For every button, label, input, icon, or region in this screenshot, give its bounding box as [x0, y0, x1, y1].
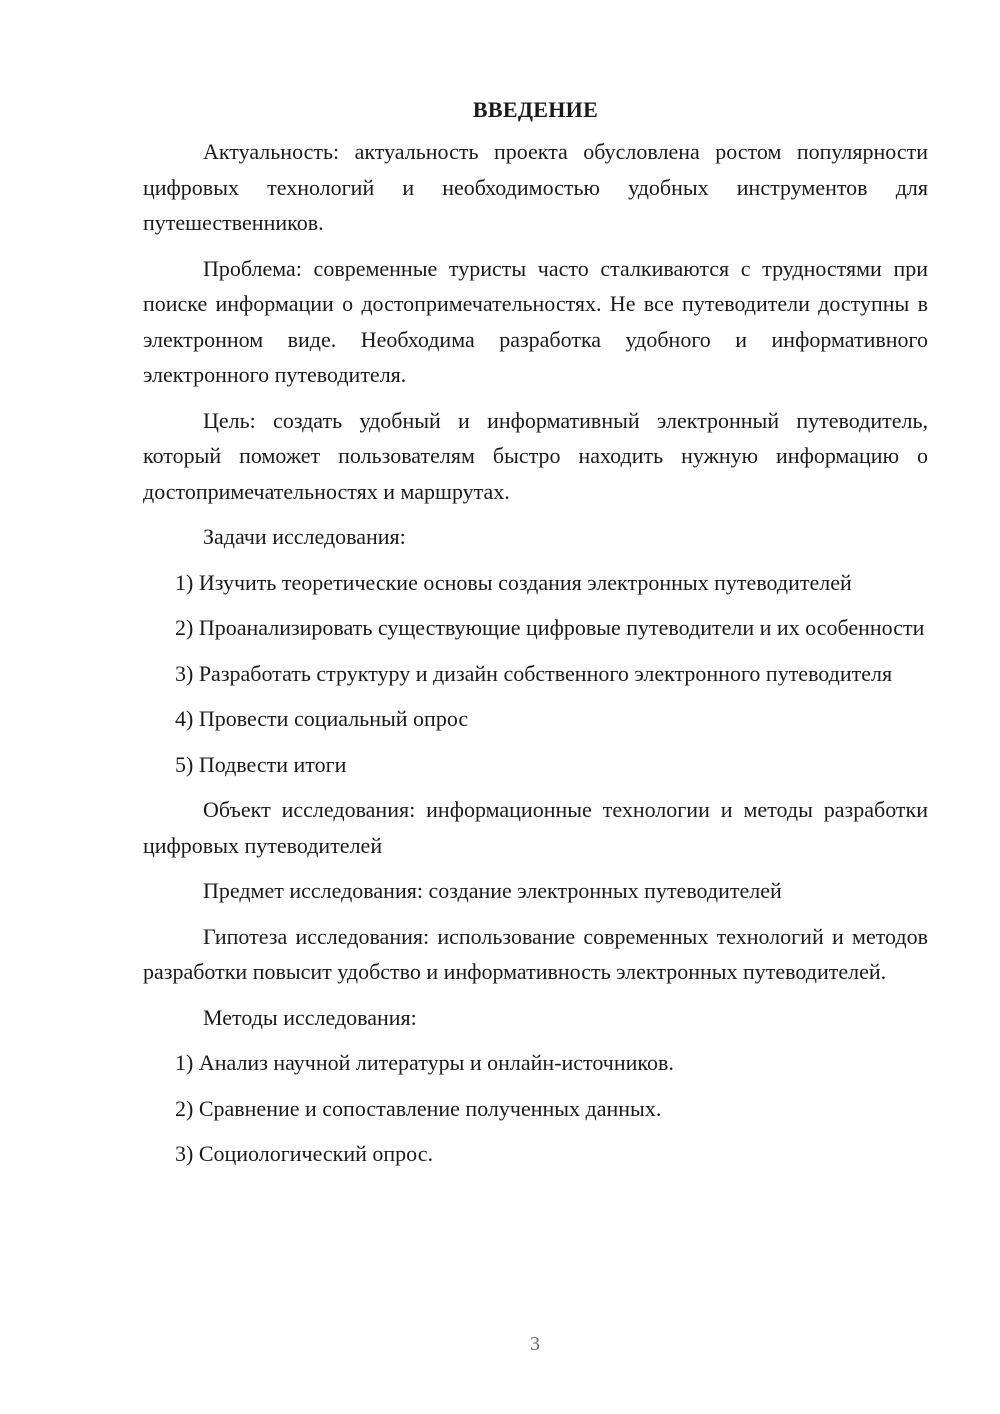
task-item-4: 4) Провести социальный опрос	[175, 706, 469, 731]
method-item-3: 3) Социологический опрос.	[175, 1141, 433, 1166]
paragraph-problem: Проблема: современные туристы часто сталкиваются с трудностями при поиске информации о достопримечательностях. Не все путеводители доступны в электронном виде. Необходима разработка удобного и информативного электронного путеводителя.	[143, 255, 928, 387]
paragraph-relevance: Актуальность: актуальность проекта обусловлена ростом популярности цифровых технологий и необходимостью удобных инструментов для путешественников.	[143, 139, 928, 235]
method-item-2: 2) Сравнение и сопоставление полученных данных.	[175, 1095, 662, 1121]
paragraph-goal: Цель: создать удобный и информативный электронный путеводитель, который поможет пользователям быстро находить нужную информацию о достопримечательностях и маршрутах.	[143, 407, 928, 504]
paragraph-subject: Предмет исследования: создание электронных путеводителей	[203, 878, 782, 903]
paragraph-object: Объект исследования: информационные технологии и методы разработки цифровых путеводителей	[143, 797, 928, 858]
method-item-1: 1) Анализ научной литературы и онлайн-источников.	[175, 1050, 674, 1075]
task-item-2: 2) Проанализировать существующие цифровые путеводители и их особенности	[175, 615, 925, 640]
task-item-1: 1) Изучить теоретические основы создания электронных путеводителей	[175, 569, 852, 595]
page-number: 3	[530, 1333, 540, 1355]
document-page	[143, 94, 928, 1182]
paragraph-tasks-heading: Задачи исследования:	[203, 524, 406, 549]
task-item-5: 5) Подвести итоги	[175, 751, 347, 777]
section-title: ВВЕДЕНИЕ	[472, 97, 599, 122]
paragraph-methods-heading: Методы исследования:	[203, 1004, 417, 1030]
task-item-3: 3) Разработать структуру и дизайн собственного электронного путеводителя	[175, 660, 893, 686]
paragraph-hypothesis: Гипотеза исследования: использование современных технологий и методов разработки повысит удобство и информативность электронных путеводителей.	[143, 923, 928, 984]
